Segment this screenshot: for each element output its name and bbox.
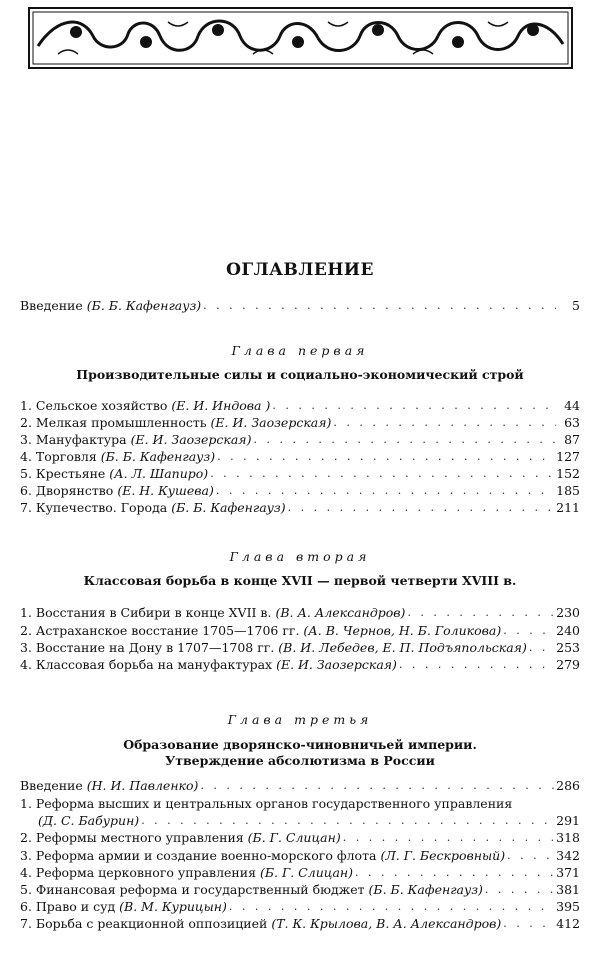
entry-page: 152 [556, 466, 580, 481]
entry-page: 240 [556, 623, 580, 638]
toc-entry[interactable] [20, 414, 580, 432]
entry-page: 185 [556, 483, 580, 498]
entry-title: Введение [20, 778, 83, 793]
entry-page: 127 [556, 449, 580, 464]
toc-entry[interactable] [20, 864, 580, 882]
entry-author: (Б. Б. Кафенгауз) [100, 449, 216, 464]
entry-author: (В. М. Курицын) [119, 899, 227, 914]
toc-entry[interactable] [20, 829, 580, 847]
entry-author: (Б. Б. Кафенгауз) [368, 882, 483, 897]
toc-entry[interactable] [20, 604, 580, 622]
toc-entry[interactable] [20, 656, 580, 674]
entry-page: 253 [556, 640, 580, 655]
leader-dots [288, 499, 555, 517]
chapter-label: Глава вторая [229, 549, 371, 564]
leader-dots [272, 397, 556, 415]
leader-dots [399, 656, 554, 674]
entry-title: 3. Восстание на Дону в 1707—1708 гг. [20, 640, 275, 655]
leader-dots [333, 414, 556, 432]
entry-page: 286 [556, 778, 580, 793]
entry-title: 1. Сельское хозяйство [20, 398, 168, 413]
entry-title: 2. Реформы местного управления [20, 830, 244, 845]
leader-dots [141, 812, 554, 830]
toc-entry[interactable] [20, 881, 580, 899]
chapter-label: Глава первая [231, 343, 369, 358]
entry-author: (В. И. Лебедев, Е. П. Подъяпольская) [278, 640, 527, 655]
toc-entry[interactable] [20, 482, 580, 500]
toc-entry-line1[interactable]: 1. Реформа высших и центральных органов государственного управления [20, 796, 513, 811]
chapter-title-line1: Образование дворянско-чиновничьей империи. [123, 737, 477, 752]
entry-page: 5 [572, 298, 580, 313]
toc-entry[interactable] [20, 448, 580, 466]
toc-entry[interactable] [20, 639, 580, 657]
entry-title: Введение [20, 298, 83, 313]
toc-entry[interactable] [20, 622, 580, 640]
leader-dots [503, 915, 554, 933]
toc-entry[interactable] [20, 397, 580, 415]
entry-title: 5. Финансовая реформа и государственный бюджет [20, 882, 365, 897]
entry-page: 395 [556, 899, 580, 914]
toc-entry-continuation[interactable] [38, 812, 580, 830]
ornamental-header-band [28, 6, 573, 70]
entry-page: 63 [564, 415, 580, 430]
entry-title: 6. Право и суд [20, 899, 116, 914]
entry-page: 318 [556, 830, 580, 845]
leader-dots [229, 898, 554, 916]
entry-page: 87 [564, 432, 580, 447]
entry-page: 412 [556, 916, 580, 931]
entry-author: (Б. Б. Кафенгауз) [86, 298, 202, 313]
entry-page: 371 [556, 865, 580, 880]
chapter-title: Производительные силы и социально-экономический строй [76, 367, 524, 382]
entry-author: (Б. Г. Слицан) [247, 830, 341, 845]
leader-dots [203, 297, 556, 315]
entry-author: (Е. И. Заозерская) [130, 432, 252, 447]
entry-author: (Л. Г. Бескровный) [380, 848, 506, 863]
entry-page: 291 [556, 813, 580, 828]
entry-title: 4. Торговля [20, 449, 97, 464]
leader-dots [216, 482, 554, 500]
entry-page: 342 [556, 848, 580, 863]
entry-author: (Б. Б. Кафенгауз) [171, 500, 286, 515]
entry-author: (А. В. Чернов, Н. Б. Голикова) [303, 623, 502, 638]
chapter-title-line2: Утверждение абсолютизма в России [165, 753, 435, 768]
entry-title: 2. Астраханское восстание 1705—1706 гг. [20, 623, 300, 638]
leader-dots [407, 604, 554, 622]
toc-entry[interactable] [20, 898, 580, 916]
entry-author: (Е. Н. Кушева) [117, 483, 214, 498]
entry-page: 279 [556, 657, 580, 672]
entry-author: (Н. И. Павленко) [86, 778, 199, 793]
entry-title: 4. Классовая борьба на мануфактурах [20, 657, 273, 672]
entry-title: 5. Крестьяне [20, 466, 106, 481]
entry-title: 7. Купечество. Города [20, 500, 168, 515]
leader-dots [343, 829, 554, 847]
toc-title: ОГЛАВЛЕНИЕ [226, 260, 374, 280]
leader-dots [503, 622, 554, 640]
leader-dots [485, 881, 554, 899]
toc-entry[interactable] [20, 431, 580, 449]
entry-page: 211 [556, 500, 580, 515]
entry-title: 6. Дворянство [20, 483, 114, 498]
entry-title: 7. Борьба с реакционной оппозицией [20, 916, 268, 931]
entry-title: 3. Реформа армии и создание военно-морского флота [20, 848, 377, 863]
leader-dots [217, 448, 554, 466]
entry-page: 44 [564, 398, 580, 413]
chapter-title: Классовая борьба в конце XVII — первой четверти XVIII в. [83, 573, 517, 588]
entry-title: 2. Мелкая промышленность [20, 415, 207, 430]
entry-author: (А. Л. Шапиро) [109, 466, 209, 481]
entry-author: (Е. И. Индова ) [171, 398, 271, 413]
entry-author: (Б. Г. Слицан) [259, 865, 354, 880]
entry-author: (Т. К. Крылова, В. А. Александров) [271, 916, 502, 931]
leader-dots [355, 864, 554, 882]
entry-author: (Е. И. Заозерская) [210, 415, 332, 430]
toc-entry[interactable] [20, 915, 580, 933]
leader-dots [529, 639, 554, 657]
chapter-label: Глава третья [227, 712, 373, 727]
toc-entry-introduction[interactable] [20, 297, 580, 315]
entry-author: (Д. С. Бабурин) [38, 813, 140, 828]
entry-page: 381 [556, 882, 580, 897]
toc-entry[interactable] [20, 847, 580, 865]
entry-author: (В. А. Александров) [275, 605, 406, 620]
toc-entry[interactable] [20, 499, 580, 517]
toc-entry[interactable] [20, 465, 580, 483]
entry-title: 4. Реформа церковного управления [20, 865, 256, 880]
entry-title: 1. Восстания в Сибири в конце XVII в. [20, 605, 272, 620]
leader-dots [200, 777, 554, 795]
entry-title: 3. Мануфактура [20, 432, 127, 447]
entry-author: (Е. И. Заозерская) [276, 657, 397, 672]
entry-page: 230 [556, 605, 580, 620]
leader-dots [210, 465, 554, 483]
leader-dots [507, 847, 554, 865]
toc-entry-chapter3-introduction[interactable] [20, 777, 580, 795]
leader-dots [253, 431, 556, 449]
